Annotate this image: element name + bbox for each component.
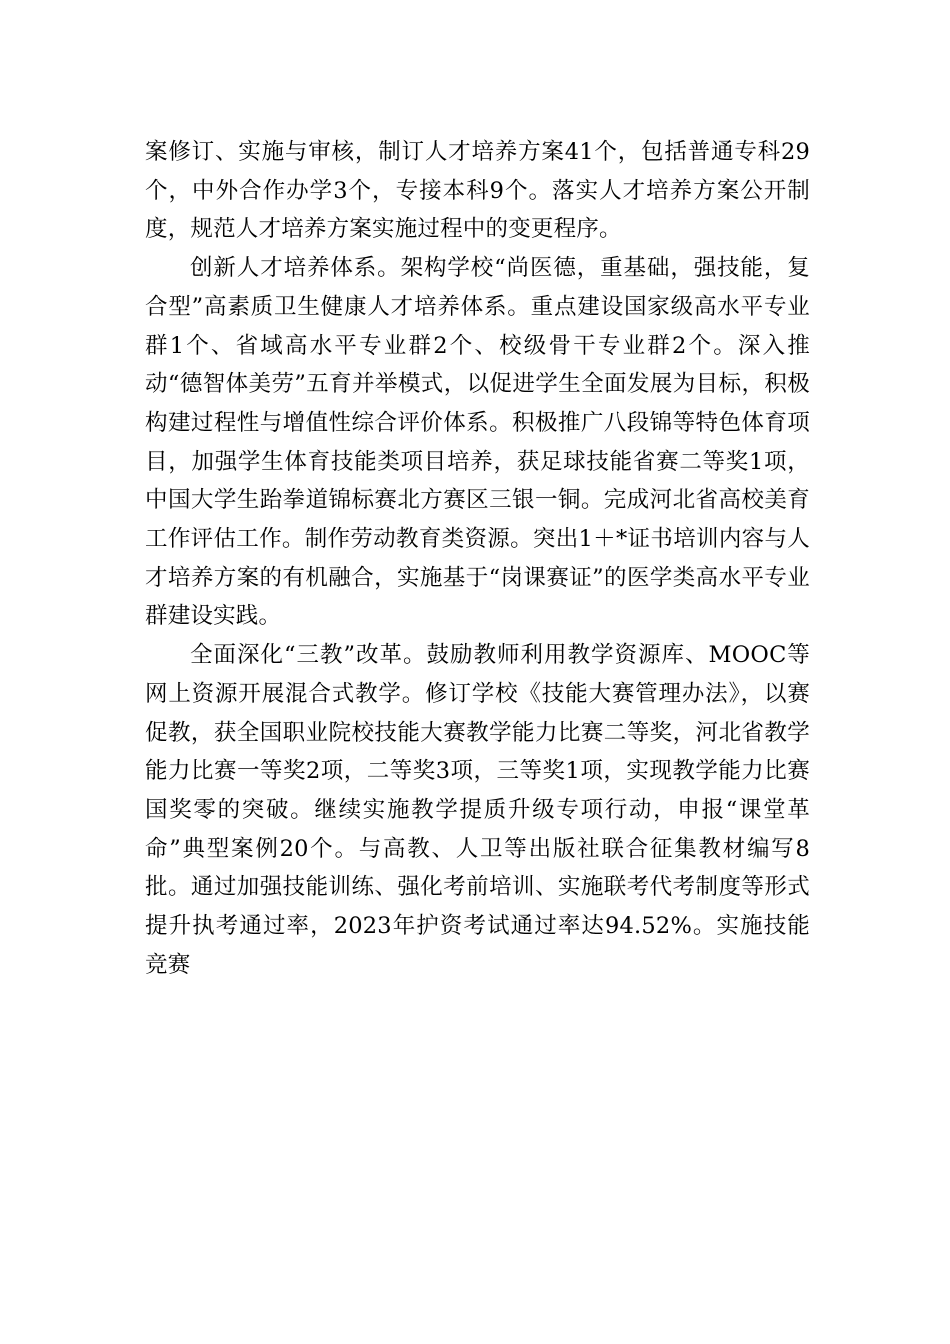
- paragraph-talent-plan-revision: 案修订、实施与审核，制订人才培养方案41个，包括普通专科29个，中外合作办学3个，专接本科9个。落实人才培养方案公开制度，规范人才培养方案实施过程中的变更程序。: [145, 139, 810, 243]
- paragraph-talent-training-system: 创新人才培养体系。架构学校“尚医德，重基础，强技能，复合型”高素质卫生健康人才培养体系。重点建设国家级高水平专业群1个、省域高水平专业群2个、校级骨干专业群2个。深入推动“德智体美劳”五育并举模式，以促进学生全面发展为目标，积极构建过程性与增值性综合评价体系。积极推广八段锦等特色体育项目，加强学生体育技能类项目培养，获足球技能省赛二等奖1项，中国大学生跆拳道锦标赛北方赛区三银一铜。完成河北省高校美育工作评估工作。制作劳动教育类资源。突出1＋*证书培训内容与人才培养方案的有机融合，实施基于“岗课赛证”的医学类高水平专业群建设实践。: [145, 255, 810, 630]
- document-page: [145, 133, 810, 984]
- paragraph-three-teaching-reform: 全面深化“三教”改革。鼓励教师利用教学资源库、MOOC等网上资源开展混合式教学。修订学校《技能大赛管理办法》，以赛促教，获全国职业院校技能大赛教学能力比赛二等奖，河北省教学能力比赛一等奖2项，二等奖3项，三等奖1项，实现教学能力比赛国奖零的突破。继续实施教学提质升级专项行动，申报“课堂革命”典型案例20个。与高教、人卫等出版社联合征集教材编写8批。通过加强技能训练、强化考前培训、实施联考代考制度等形式提升执考通过率，2023年护资考试通过率达94.52%。实施技能竞赛: [145, 642, 810, 978]
